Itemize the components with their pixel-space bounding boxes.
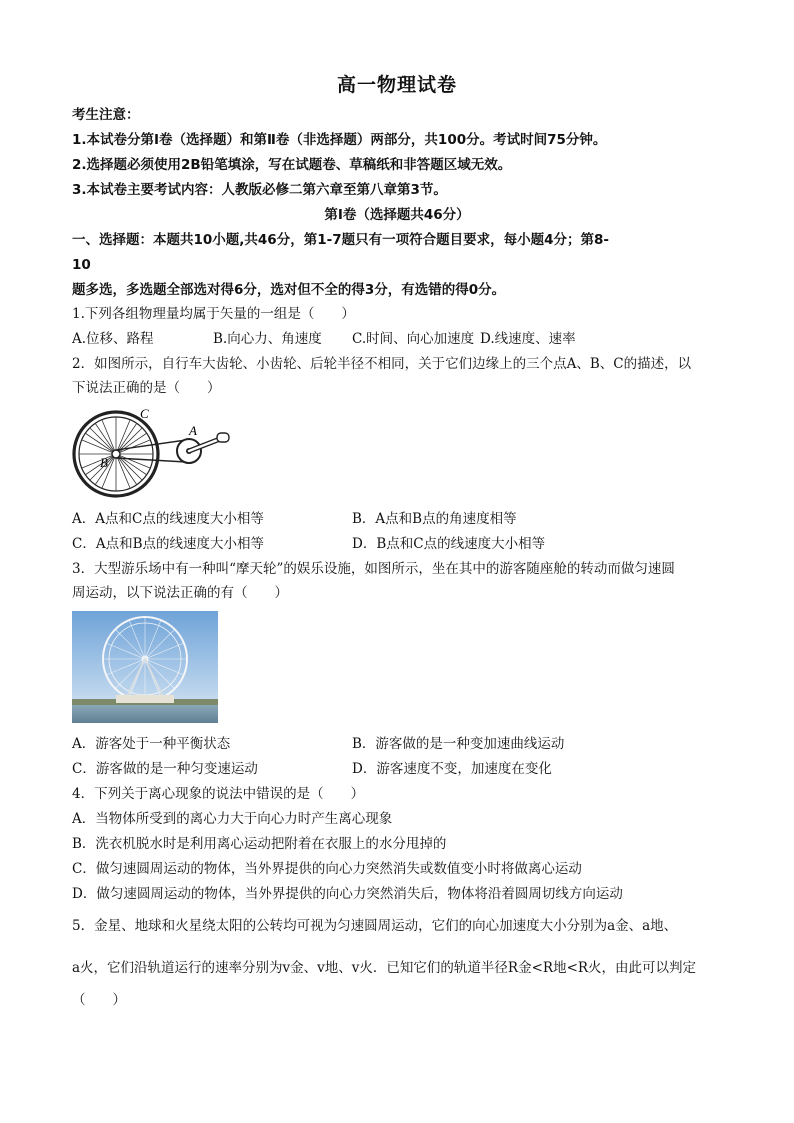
q1-stem: 1.下列各组物理量均属于矢量的一组是（ ） (72, 306, 355, 322)
building (116, 695, 174, 703)
q2-option-a: A．A点和C点的线速度大小相等 (72, 511, 264, 527)
rear-wheel (74, 412, 158, 496)
q4-option-d: D．做匀速圆周运动的物体，当外界提供的向心力突然消失后，物体将沿着圆周切线方向运动 (72, 886, 623, 902)
section-instruction-line3: 题多选，多选题全部选对得6分，选对但不全的得3分，有选错的得0分。 (72, 282, 506, 298)
q3-option-a: A．游客处于一种平衡状态 (72, 736, 231, 752)
q1-option-a: A.位移、路程 (72, 331, 154, 347)
q1-option-b: B.向心力、角速度 (213, 331, 322, 347)
notice-heading: 考生注意： (72, 107, 140, 123)
q1-option-c: C.时间、向心加速度 (352, 331, 475, 347)
label-c: C (140, 406, 149, 421)
q3-option-c: C．游客做的是一种匀变速运动 (72, 761, 258, 777)
notice-item-3: 3.本试卷主要考试内容：人教版必修二第六章至第八章第3节。 (72, 182, 447, 198)
q1-option-d: D.线速度、速率 (480, 331, 576, 347)
q4-stem: 4．下列关于离心现象的说法中错误的是（ ） (72, 786, 365, 802)
notice-item-1: 1.本试卷分第Ⅰ卷（选择题）和第Ⅱ卷（非选择题）两部分，共100分。考试时间75分钟。 (72, 132, 607, 148)
q5-line1: 5．金星、地球和火星绕太阳的公转均可视为匀速圆周运动，它们的向心加速度大小分别为a金、a地、 (72, 918, 678, 934)
part1-heading: 第Ⅰ卷（选择题共46分） (324, 207, 470, 223)
section-instruction-line1: 一、选择题：本题共10小题,共46分，第1-7题只有一项符合题目要求，每小题4分；第8- (72, 232, 609, 248)
page-title: 高一物理试卷 (336, 74, 457, 96)
ferris-wheel-photo (72, 611, 218, 723)
q5-line2: a火，它们沿轨道运行的速率分别为v金、v地、v火．已知它们的轨道半径R金<R地<R火，由此可以判定 (72, 960, 697, 976)
label-a: A (189, 423, 197, 438)
q3-option-b: B．游客做的是一种变加速曲线运动 (352, 736, 565, 752)
q2-option-d: D．B点和C点的线速度大小相等 (352, 536, 546, 552)
q3-stem-line2: 周运动，以下说法正确的有（ ） (72, 585, 288, 601)
q2-option-c: C．A点和B点的线速度大小相等 (72, 536, 264, 552)
q4-option-c: C．做匀速圆周运动的物体，当外界提供的向心力突然消失或数值变小时将做离心运动 (72, 861, 582, 877)
label-b: B (100, 455, 108, 470)
q4-option-b: B．洗衣机脱水时是利用离心运动把附着在衣服上的水分甩掉的 (72, 836, 447, 852)
q5-line3: （ ） (72, 992, 126, 1008)
q2-stem-line1: 2．如图所示，自行车大齿轮、小齿轮、后轮半径不相同，关于它们边缘上的三个点A、B、C的描述，以 (72, 356, 692, 372)
q3-option-d: D．游客速度不变，加速度在变化 (352, 761, 552, 777)
q3-stem-line1: 3．大型游乐场中有一种叫“摩天轮”的娱乐设施，如图所示，坐在其中的游客随座舱的转动而做匀速圆 (72, 561, 675, 577)
q2-stem-line2: 下说法正确的是（ ） (72, 380, 221, 396)
q2-option-b: B．A点和B点的角速度相等 (352, 511, 517, 527)
q4-option-a: A．当物体所受到的离心力大于向心力时产生离心现象 (72, 811, 393, 827)
bicycle-wheel-figure (72, 404, 237, 499)
section-instruction-line2: 10 (72, 257, 91, 273)
water (72, 705, 218, 723)
notice-item-2: 2.选择题必须使用2B铅笔填涂，写在试题卷、草稿纸和非答题区域无效。 (72, 157, 512, 173)
